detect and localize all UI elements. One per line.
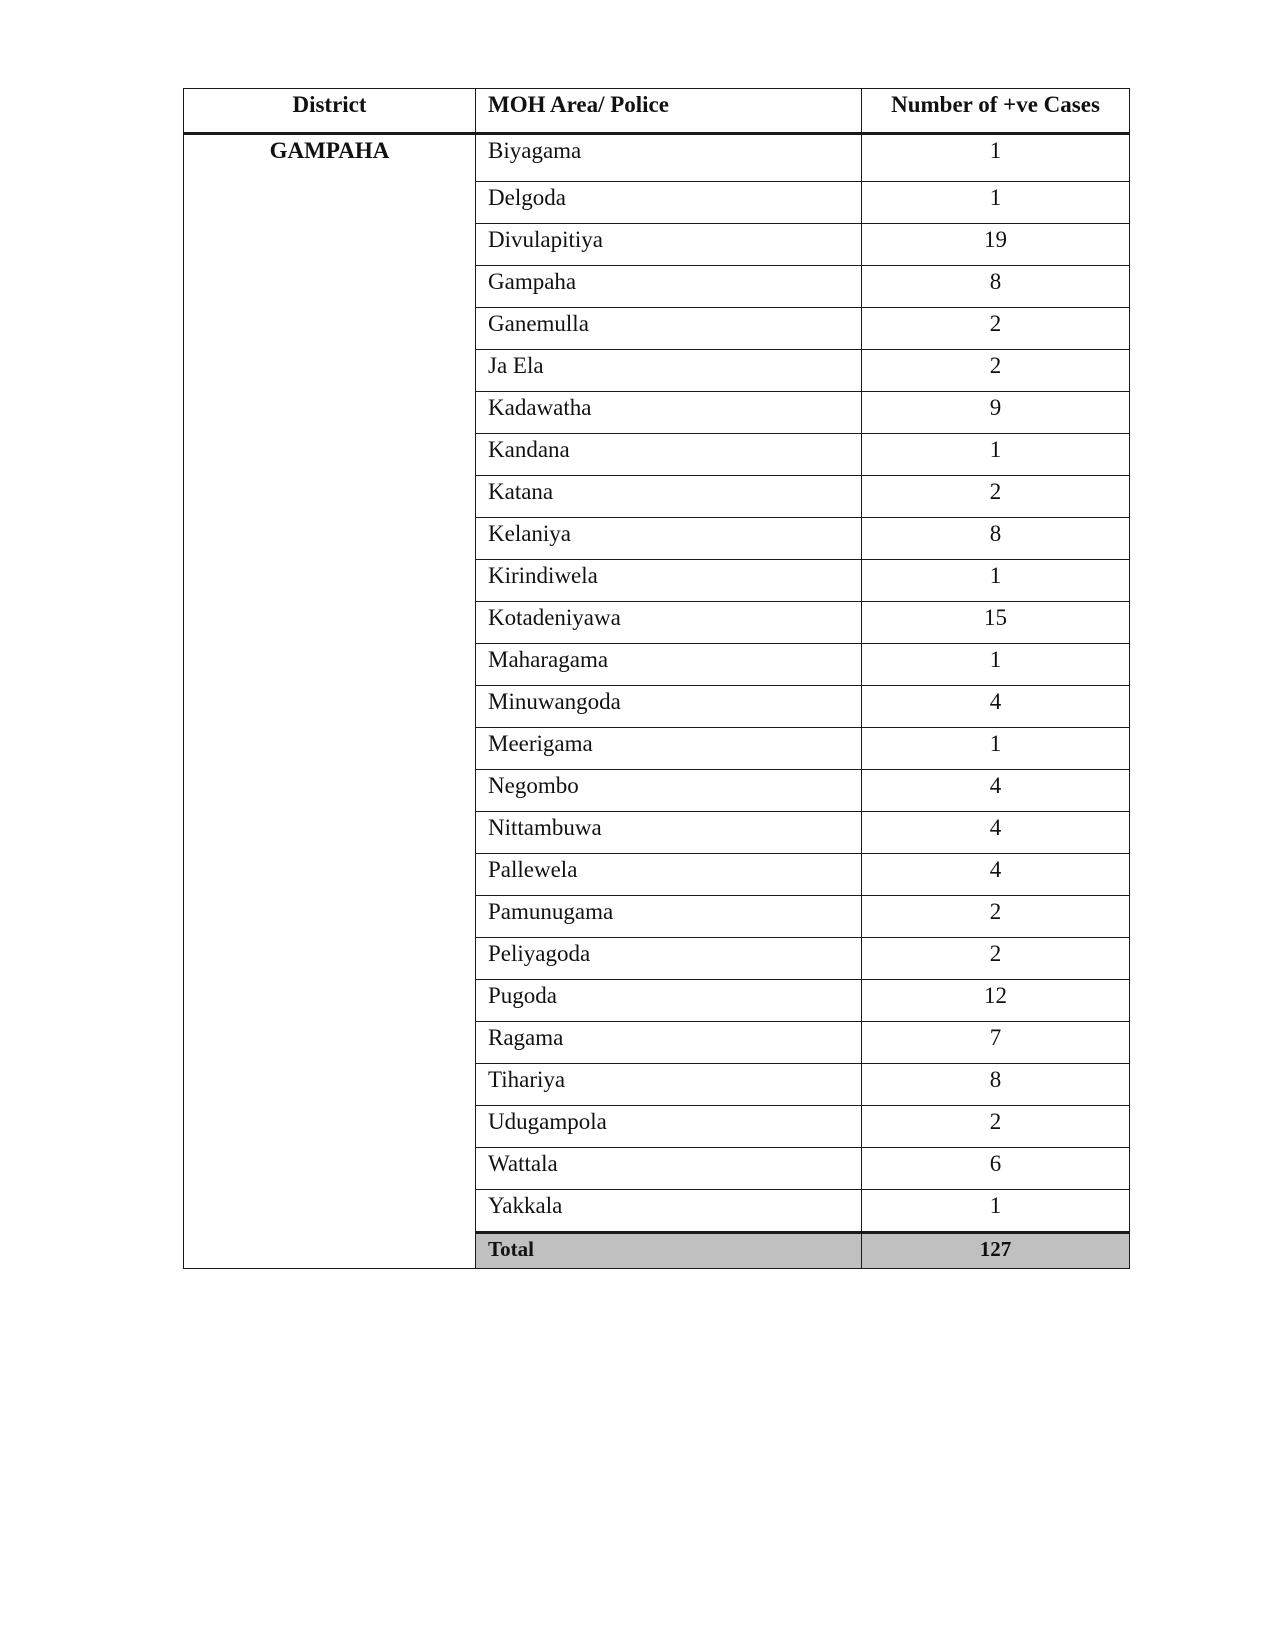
- case-count-cell: 8: [862, 266, 1130, 308]
- moh-area-cell: Delgoda: [476, 182, 862, 224]
- case-count-cell: 2: [862, 896, 1130, 938]
- case-count-cell: 12: [862, 980, 1130, 1022]
- case-count-cell: 4: [862, 770, 1130, 812]
- moh-area-cell: Kelaniya: [476, 518, 862, 560]
- moh-area-cell: Kandana: [476, 434, 862, 476]
- moh-area-cell: Pamunugama: [476, 896, 862, 938]
- table-row: [184, 134, 1130, 182]
- moh-area-cell: Peliyagoda: [476, 938, 862, 980]
- moh-area-cell: Kirindiwela: [476, 560, 862, 602]
- moh-area-cell: Divulapitiya: [476, 224, 862, 266]
- case-count-cell: 8: [862, 1064, 1130, 1106]
- moh-area-cell: Pugoda: [476, 980, 862, 1022]
- case-count-cell: 1: [862, 182, 1130, 224]
- moh-area-cell: Minuwangoda: [476, 686, 862, 728]
- case-count-cell: 1: [862, 434, 1130, 476]
- header-row: [184, 89, 1130, 134]
- case-count-cell: 2: [862, 308, 1130, 350]
- header-case-count: Number of +ve Cases: [862, 89, 1130, 134]
- moh-area-cell: Tihariya: [476, 1064, 862, 1106]
- moh-area-cell: Meerigama: [476, 728, 862, 770]
- case-count-cell: 1: [862, 728, 1130, 770]
- case-count-cell: 4: [862, 812, 1130, 854]
- moh-area-cell: Udugampola: [476, 1106, 862, 1148]
- cases-table: [183, 88, 1130, 1269]
- case-count-cell: 1: [862, 134, 1130, 182]
- moh-area-cell: Yakkala: [476, 1190, 862, 1233]
- moh-area-cell: Gampaha: [476, 266, 862, 308]
- case-count-cell: 1: [862, 644, 1130, 686]
- district-name: GAMPAHA: [184, 134, 476, 1269]
- moh-area-cell: Kotadeniyawa: [476, 602, 862, 644]
- case-count-cell: 1: [862, 1190, 1130, 1233]
- case-count-cell: 6: [862, 1148, 1130, 1190]
- header-moh-area: MOH Area/ Police: [476, 89, 862, 134]
- moh-area-cell: Nittambuwa: [476, 812, 862, 854]
- case-count-cell: 2: [862, 1106, 1130, 1148]
- moh-area-cell: Ganemulla: [476, 308, 862, 350]
- case-count-cell: 1: [862, 560, 1130, 602]
- case-count-cell: 8: [862, 518, 1130, 560]
- moh-area-cell: Maharagama: [476, 644, 862, 686]
- case-count-cell: 2: [862, 938, 1130, 980]
- case-count-cell: 4: [862, 854, 1130, 896]
- moh-area-cell: Pallewela: [476, 854, 862, 896]
- total-label: Total: [476, 1233, 862, 1269]
- table-header: [184, 89, 1130, 134]
- total-count: 127: [862, 1233, 1130, 1269]
- case-count-cell: 7: [862, 1022, 1130, 1064]
- case-count-cell: 4: [862, 686, 1130, 728]
- case-count-cell: 2: [862, 476, 1130, 518]
- moh-area-cell: Negombo: [476, 770, 862, 812]
- moh-area-cell: Biyagama: [476, 134, 862, 182]
- case-count-cell: 9: [862, 392, 1130, 434]
- table-body: [184, 134, 1130, 1269]
- moh-area-cell: Katana: [476, 476, 862, 518]
- moh-area-cell: Wattala: [476, 1148, 862, 1190]
- case-count-cell: 15: [862, 602, 1130, 644]
- case-count-cell: 2: [862, 350, 1130, 392]
- moh-area-cell: Kadawatha: [476, 392, 862, 434]
- header-district: District: [184, 89, 476, 134]
- moh-area-cell: Ja Ela: [476, 350, 862, 392]
- case-count-cell: 19: [862, 224, 1130, 266]
- moh-area-cell: Ragama: [476, 1022, 862, 1064]
